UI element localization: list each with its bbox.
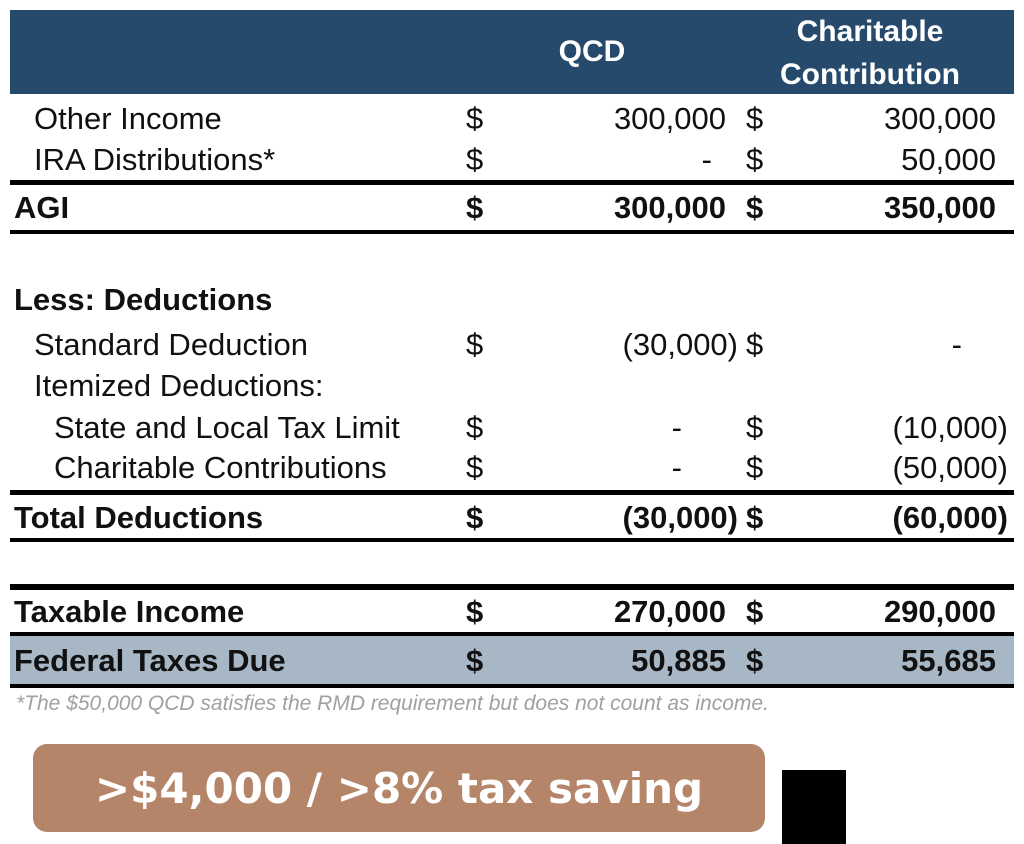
tax-saving-banner: >$4,000 / >8% tax saving: [33, 744, 765, 832]
charitable-value: 50,000: [901, 142, 996, 177]
row-label: AGI: [14, 190, 70, 225]
divider: [10, 684, 1014, 688]
divider: [10, 490, 1014, 495]
row-label: Charitable Contributions: [54, 450, 387, 485]
row-label: Federal Taxes Due: [14, 643, 286, 678]
qcd-value: (30,000): [622, 500, 738, 535]
qcd-value: 300,000: [613, 101, 726, 136]
charitable-value: 55,685: [901, 643, 996, 678]
row-label: Standard Deduction: [34, 327, 309, 362]
currency-symbol: $: [746, 327, 764, 362]
currency-symbol: $: [746, 142, 764, 177]
header-charitable-line2: Contribution: [780, 58, 960, 91]
currency-symbol: $: [746, 190, 764, 225]
currency-symbol: $: [746, 500, 764, 535]
charitable-value: (50,000): [892, 450, 1008, 485]
header-qcd: QCD: [558, 35, 626, 68]
qcd-value: -: [701, 142, 712, 177]
qcd-value: (30,000): [622, 327, 738, 362]
charitable-value: (10,000): [892, 410, 1008, 445]
row-label: IRA Distributions*: [34, 142, 276, 177]
qcd-value: 50,885: [631, 643, 726, 678]
row-label: Itemized Deductions:: [34, 368, 324, 403]
row-label: Taxable Income: [14, 594, 245, 629]
header-charitable-line1: Charitable: [796, 15, 944, 48]
charitable-value: -: [951, 327, 962, 362]
row-label: Other Income: [34, 101, 222, 136]
qcd-value: -: [671, 450, 682, 485]
row-label: State and Local Tax Limit: [54, 410, 400, 445]
footnote: *The $50,000 QCD satisfies the RMD requirement but does not count as income.: [16, 692, 769, 715]
currency-symbol: $: [746, 101, 764, 136]
charitable-value: 290,000: [883, 594, 996, 629]
charitable-value: 300,000: [883, 101, 996, 136]
row-label: Total Deductions: [14, 500, 264, 535]
black-block: [782, 770, 846, 844]
currency-symbol: $: [466, 190, 484, 225]
qcd-value: 300,000: [613, 190, 726, 225]
currency-symbol: $: [466, 643, 484, 678]
currency-symbol: $: [466, 142, 484, 177]
currency-symbol: $: [466, 101, 484, 136]
currency-symbol: $: [466, 327, 484, 362]
divider: [10, 230, 1014, 234]
row-label: Less: Deductions: [14, 282, 273, 317]
divider: [10, 180, 1014, 185]
qcd-value: 270,000: [613, 594, 726, 629]
charitable-value: (60,000): [892, 500, 1008, 535]
qcd-value: -: [671, 410, 682, 445]
divider: [10, 538, 1014, 542]
currency-symbol: $: [746, 450, 764, 485]
currency-symbol: $: [466, 500, 484, 535]
currency-symbol: $: [746, 410, 764, 445]
currency-symbol: $: [466, 410, 484, 445]
currency-symbol: $: [466, 594, 484, 629]
charitable-value: 350,000: [883, 190, 996, 225]
currency-symbol: $: [746, 643, 764, 678]
divider: [10, 584, 1014, 590]
currency-symbol: $: [466, 450, 484, 485]
currency-symbol: $: [746, 594, 764, 629]
